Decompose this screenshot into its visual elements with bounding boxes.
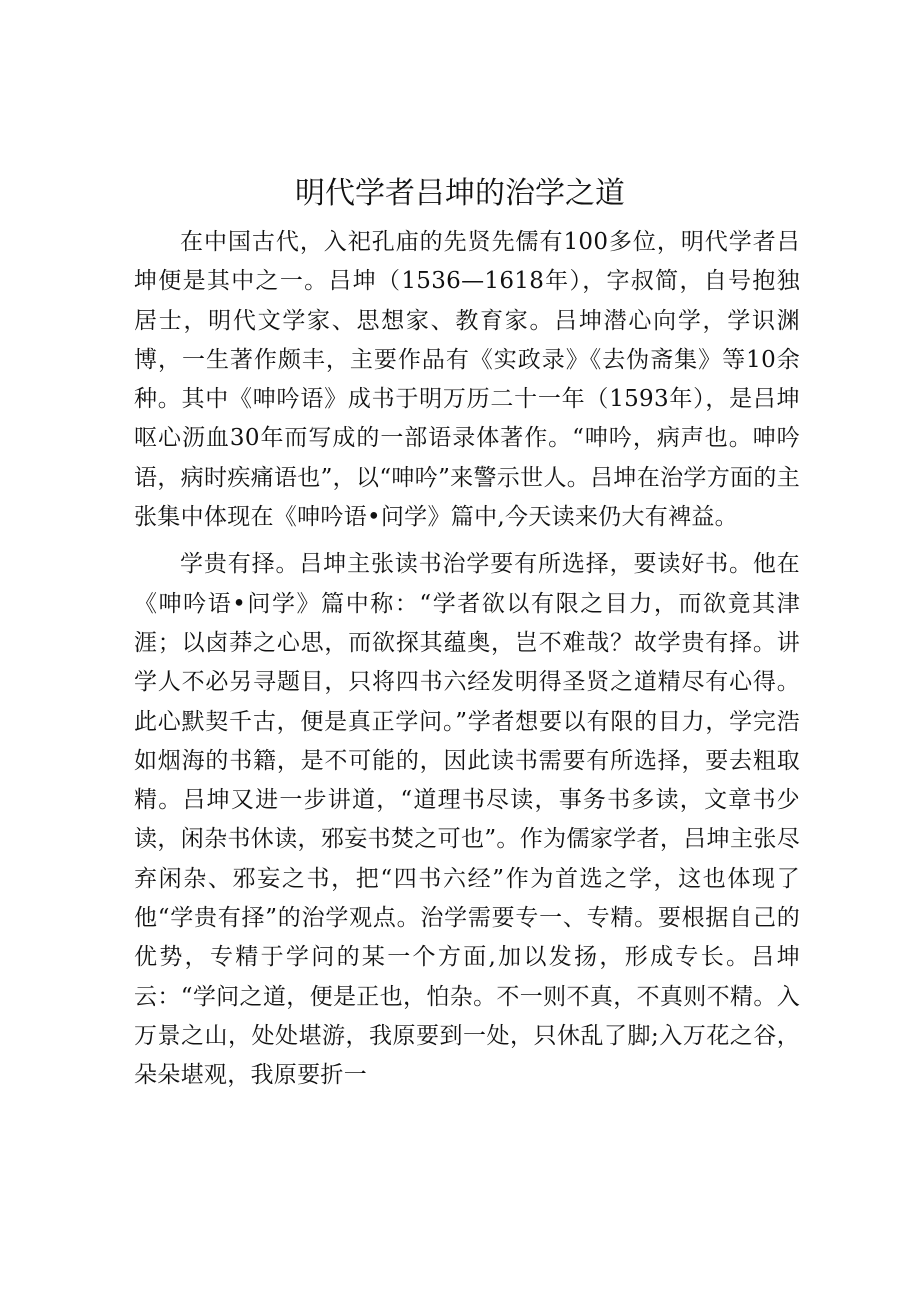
- paragraph-intro: 在中国古代，入祀孔庙的先贤先儒有100多位，明代学者吕坤便是其中之一。吕坤（1536—1618年），字叔简，自号抱独居士，明代文学家、思想家、教育家。吕坤潜心向学，学识渊博，一生著作颇丰，主要作品有《实政录》《去伪斋集》等10余种。其中《呻吟语》成书于明万历二十一年（1593年），是吕坤呕心沥血30年而写成的一部语录体著作。“呻吟，病声也。呻吟语，病时疾痛语也”，以“呻吟”来警示世人。吕坤在治学方面的主张集中体现在《呻吟语•问学》篇中,今天读来仍大有裨益。: [134, 229, 800, 531]
- paragraph-learning-selection: 学贵有择。吕坤主张读书治学要有所选择，要读好书。他在《呻吟语•问学》篇中称：“学者欲以有限之目力，而欲竟其津涯；以卤莽之心思，而欲探其蕴奥，岂不难哉？故学贵有择。讲学人不必另寻题目，只将四书六经发明得圣贤之道精尽有心得。此心默契千古，便是真正学问。”学者想要以有限的目力，学完浩如烟海的书籍，是不可能的，因此读书需要有所选择，要去粗取精。吕坤又进一步讲道，“道理书尽读，事务书多读，文章书少读，闲杂书休读，邪妄书焚之可也”。作为儒家学者，吕坤主张尽弃闲杂、邪妄之书，把“四书六经”作为首选之学，这也体现了他“学贵有择”的治学观点。治学需要专一、专精。要根据自己的优势，专精于学问的某一个方面,加以发扬，形成专长。吕坤云：“学问之道，便是正也，怕杂。不一则不真，不真则不精。入万景之山，处处堪游，我原要到一处，只休乱了脚;入万花之谷，朵朵堪观，我原要折一: [134, 551, 800, 1089]
- document-title: 明代学者吕坤的治学之道: [295, 176, 625, 211]
- document-body: [134, 223, 800, 1096]
